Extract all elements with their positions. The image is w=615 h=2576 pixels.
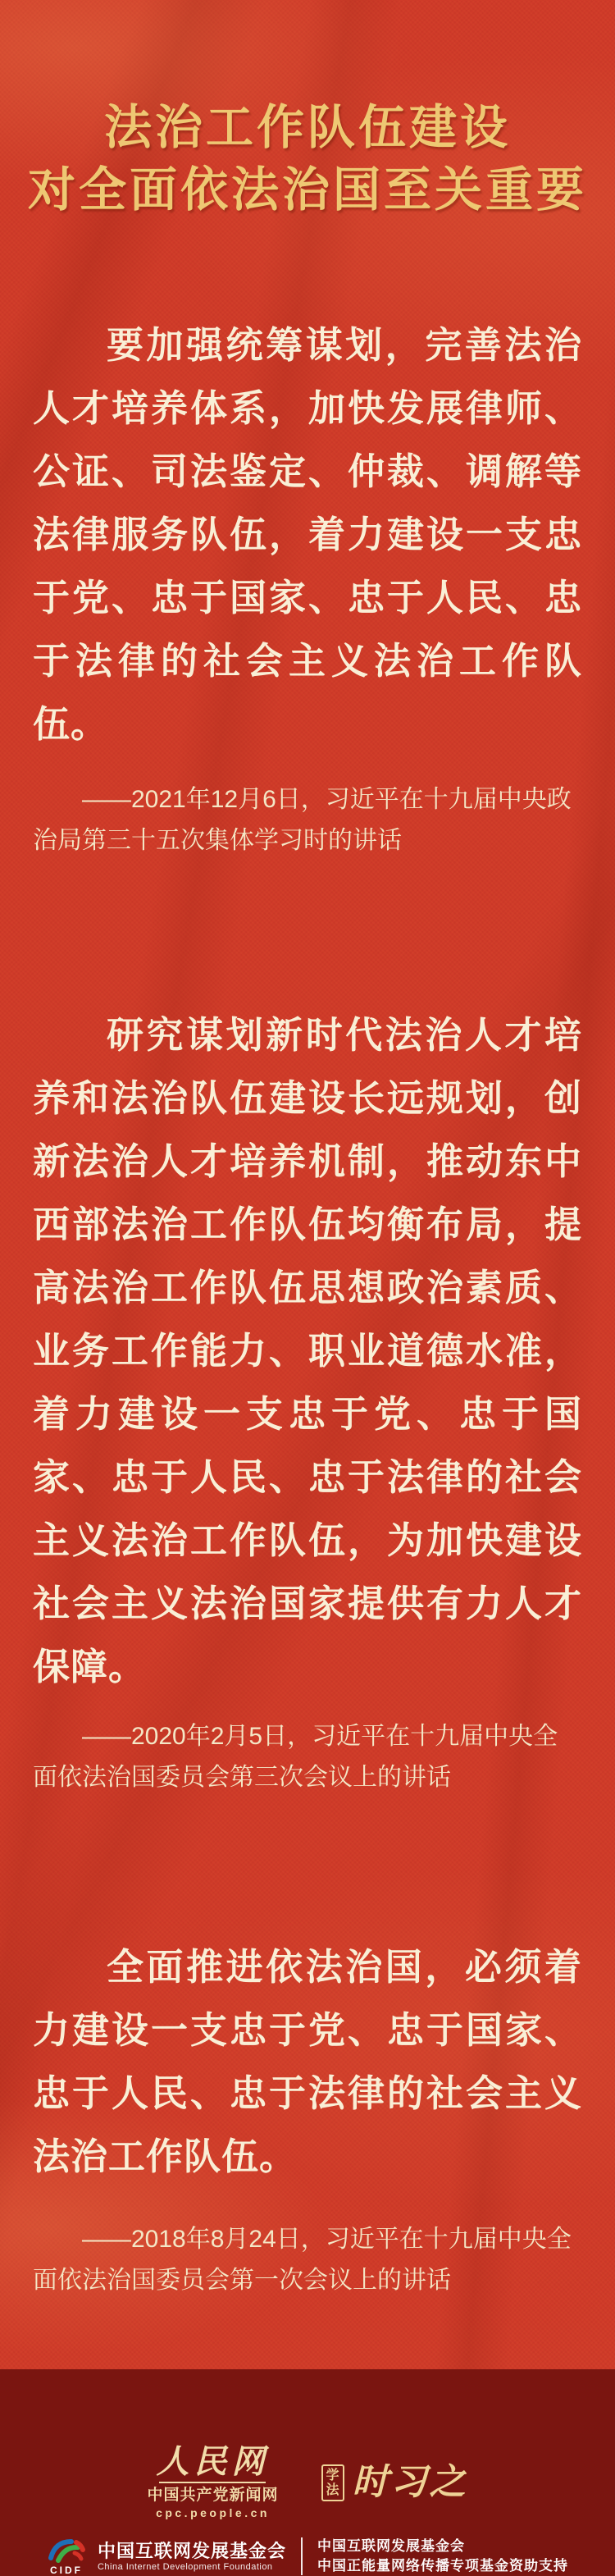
cidf-abbr-label: CIDF [49,2565,83,2576]
cidf-arcs-icon [47,2537,86,2565]
people-net-script-icon: 人民网 [156,2443,270,2480]
people-net-subtitle: 中国共产党新闻网 [147,2487,279,2504]
cidf-name [98,2541,286,2573]
footer-logos-row [0,2445,615,2520]
quote-2-attribution: ——2020年2月5日，习近平在十九届中央全面依法治国委员会第三次会议上的讲话 [33,1723,558,1791]
quote-1-text: 要加强统筹谋划，完善法治人才培养体系，加快发展律师、公证、司法鉴定、仲裁、调解等法律服务队伍，着力建设一支忠于党、忠于国家、忠于人民、忠于法律的社会主义法治工作队伍。 [33,324,582,745]
shixizhi-wordmark: 时习之 [352,2462,468,2502]
funding-divider [301,2537,303,2575]
people-net-url: cpc.people.cn [156,2506,270,2519]
quote-block-1 [0,313,615,861]
shixizhi-logo [321,2464,468,2501]
quote-3-text: 全面推进依法治国，必须着力建设一支忠于党、忠于国家、忠于人民、忠于法律的社会主义法治工作队伍。 [33,1946,582,2177]
title-line-1: 法治工作队伍建设 [103,101,511,154]
cidf-name-cn: 中国互联网发展基金会 [97,2540,286,2561]
title-line-2: 对全面依法治国至关重要 [27,163,587,217]
quote-block-3 [0,1935,615,2301]
page-title [0,0,615,222]
xuefa-stamp-icon [321,2464,344,2501]
cidf-logo [47,2537,86,2576]
funding-text [317,2537,568,2575]
stamp-char-top: 学 [326,2468,339,2482]
funding-line-1: 中国互联网发展基金会 [317,2538,465,2554]
quote-block-2 [0,1003,615,1798]
cidf-name-en: China Internet Development Foundation [97,2561,273,2572]
footer [0,2445,615,2576]
stamp-char-bottom: 法 [326,2482,339,2497]
funding-line-2: 中国正能量网络传播专项基金资助支持 [317,2558,568,2574]
quote-1-attribution: ——2021年12月6日，习近平在十九届中央政治局第三十五次集体学习时的讲话 [33,786,572,854]
people-net-logo [147,2445,278,2520]
quote-3-attribution: ——2018年8月24日，习近平在十九届中央全面依法治国委员会第一次会议上的讲话 [33,2226,572,2294]
people-net-divider [159,2482,266,2483]
quote-2-text: 研究谋划新时代法治人才培养和法治队伍建设长远规划，创新法治人才培养机制，推动东中西部法治工作队伍均衡布局，提高法治工作队伍思想政治素质、业务工作能力、职业道德水准，着力建设一支忠于党、忠于国家、忠于人民、忠于法律的社会主义法治工作队伍，为加快建设社会主义法治国家提供有力人才保障。 [33,1014,582,1688]
footer-funding-row [0,2537,615,2576]
